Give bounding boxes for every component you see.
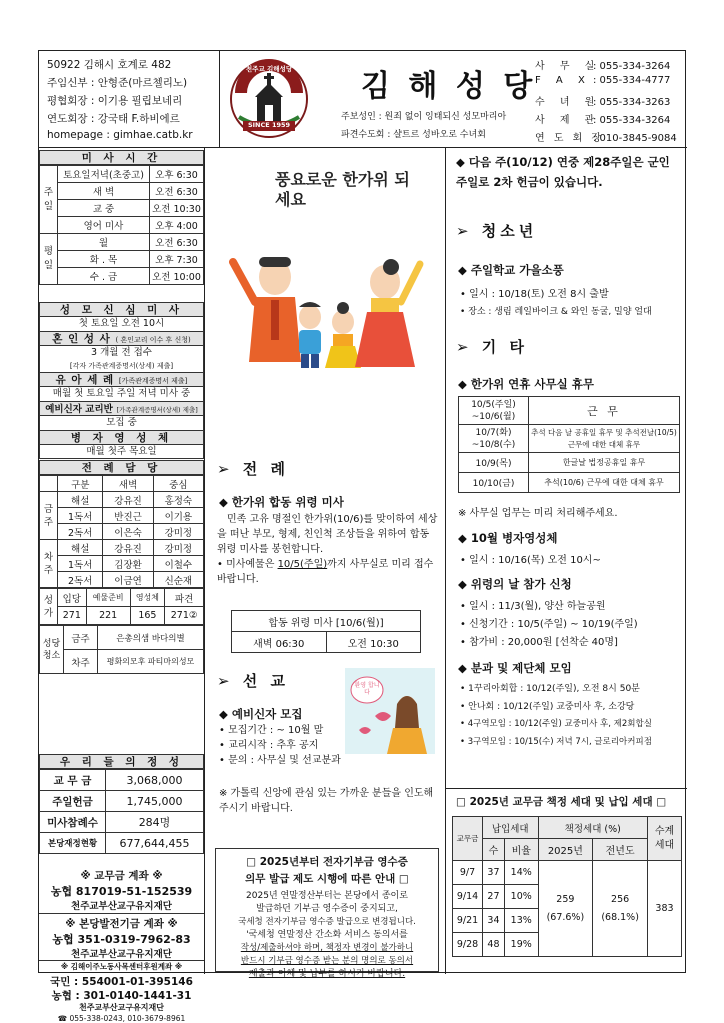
mass-times-title: 미 사 시 간 <box>39 150 204 165</box>
left-column <box>39 148 204 1023</box>
homepage: homepage : gimhae.catb.kr <box>47 129 193 141</box>
catechumen-recruit-title: ◆ 예비신자 모집 <box>219 707 303 721</box>
memorial-day-fee: • 참가비 : 20,000원 [선착순 40명] <box>460 637 618 648</box>
donation-receipt-notice: □ 2025년부터 전자기부금 영수증 의무 발급 제도 시행에 따른 안내 □ 2025년 연말정산부터는 본당에서 종이로 발급하던 기부금 영수증이 중지되고, 국세청 전자기부금 영수증 발급으로 변경됩니다. '국세청 연말정산 간소화 서비스 동의서를 작성/제출하셔야 하며, 책정자 변경이 불가하니 반드시 기부금 영수증 받는 분의 명의로 동의서 제출과 이체 및 납부를 하시기 바랍니다. <box>215 848 439 972</box>
memorial-day-date: • 일시 : 11/3(월), 양산 하늘공원 <box>460 601 606 612</box>
parish-title: 김 해 성 당 <box>361 69 537 104</box>
catechumen-note: ※ 가톨릭 신앙에 관심 있는 가까운 분들을 인도해 주시기 바랍니다. <box>219 788 434 814</box>
memorial-day-title: ◆ 위령의 날 참가 신청 <box>458 577 572 591</box>
welcome-bubble: 환영 합니다 <box>354 682 380 696</box>
infant-baptism: 유 아 세 례 [가족관계증명서 제출] 매월 첫 토요일 주일 저녁 미사 중 <box>39 372 204 401</box>
contact-fax: F A X : 055-334-4777 <box>535 75 671 86</box>
catechumen-start: • 교리시작 : 추후 공지 <box>219 740 319 751</box>
chuseok-illustration <box>215 152 435 372</box>
meeting-anna: • 안나회 : 10/12(주일) 교중미사 후, 소강당 <box>460 702 635 712</box>
patron-saint: 주보성인 : 원죄 없이 잉태되신 성모마리아 <box>341 112 507 122</box>
mass-times-table: 주일 토요일저녁(초중고) 오후 6:30 새 벽 오전 6:30 교 중 오전 10:30 영어 미사 오후 4:00 평일 월 오전 6:30 화 . 목 오후 7:30 수 . 금 오전 10:00 <box>39 165 204 285</box>
address: 50922 김해시 호계로 482 <box>47 59 172 71</box>
sick-communion: 병 자 영 성 체 매월 첫주 목요일 <box>39 430 204 459</box>
picnic-title: ◆ 주일학교 가을소풍 <box>458 263 564 277</box>
dues-title: □ 2025년 교무금 책정 세대 및 납입 세대 □ <box>456 796 667 808</box>
cleaning-table: 성당청소 금주 은총의샘 바다의별 차주 평화의모후 파티마의성모 <box>39 625 204 674</box>
church-seal-logo <box>229 59 309 139</box>
holiday-office-title: ◆ 한가위 연휴 사무실 휴무 <box>458 377 594 391</box>
marian-mass: 성 모 신 심 미 사 첫 토요일 오전 10시 <box>39 302 204 331</box>
pastor: 주임신부 : 안형준(마르첼리노) <box>47 77 188 89</box>
mission-heading: ➢ 선 교 <box>217 672 289 690</box>
contact-rectory: 사 제 관: 055-334-3264 <box>535 115 671 126</box>
memorial-mass-note: • 미사예물은 10/5(주일)까지 사무실로 미리 접수 바랍니다. <box>217 559 434 585</box>
memorial-day-period: • 신청기간 : 10/5(주일) ~ 10/19(주일) <box>460 619 638 630</box>
picnic-place: • 장소 : 생림 레일바이크 & 와인 동굴, 밀양 얼대 <box>460 307 652 317</box>
holiday-note: ※ 사무실 업무는 미리 처리해주세요. <box>458 508 618 519</box>
memorial-mass-desc: 민족 고유 명절인 한가위(10/6)를 맞이하여 세상을 떠난 부모, 형제, 친인척 조상들을 위하여 합동 위령 미사를 봉헌합니다. <box>217 514 438 555</box>
header-contacts <box>527 51 687 147</box>
meetings-title: ◆ 분과 및 제단체 모임 <box>458 661 572 675</box>
sick-communion-title: ◆ 10월 병자영성체 <box>458 531 558 545</box>
holiday-office-table: 10/5(주일) ~10/6(월) 근 무 10/7(화) ~10/8(수) 추석 다음 날 공휴일 휴무 및 추석전날(10/5) 근무에 대한 대체 휴무 10/9(목) 한글날 법정공휴일 휴무 10/10(금) 추석(10/6) 근무에 대한 대체 휴무 <box>458 396 680 493</box>
hymn-table: 성가 입당 예물준비 영성체 파견 271 221 165 271② <box>39 588 204 625</box>
right-column <box>446 148 687 974</box>
picnic-date: • 일시 : 10/18(토) 오전 8시 출발 <box>460 289 609 300</box>
meeting-zone4: • 4구역모임 : 10/12(주일) 교중미사 후, 제2회합실 <box>460 719 652 729</box>
bulletin-page <box>38 50 686 1023</box>
offerings: 우 리 들 의 정 성 교 무 금 3,068,000 주일헌금 1,745,000 미사참례수 284명 본당재정현황 677,644,455 <box>39 754 204 854</box>
memorial-mass-title: ◆ 한가위 합동 위령 미사 <box>219 495 344 509</box>
contact-federation: 연 도 회 장: 010-3845-9084 <box>535 133 677 144</box>
liturgy-duty-table: 구분 새벽 중심 금주 해설 강유진 홍정숙 1독서 반진근 이기용 2독서 이은숙 강미정 차주 해설 강유진 강미정 1독서 김장환 이철수 2독서 이금연 신순재 <box>39 475 204 588</box>
greeting-text: 풍요로운 한가위 되세요 <box>275 170 410 209</box>
contact-office: 사 무 실: 055-334-3264 <box>535 61 671 72</box>
catechumen-contact: • 문의 : 사무실 및 선교분과 <box>219 755 341 766</box>
contact-convent: 수 녀 원: 055-334-3263 <box>535 97 671 108</box>
catechumen-period: • 모집기간 : ~ 10월 말 <box>219 725 324 736</box>
meeting-zone3: • 3구역모임 : 10/15(수) 저녁 7시, 글로리아커피점 <box>460 737 652 747</box>
meeting-curia: • 1꾸리아회합 : 10/12(주일), 오전 8시 50분 <box>460 684 640 694</box>
religious-order: 파견수도회 : 샬트르 성바오로 수녀회 <box>341 130 486 140</box>
sick-communion-date: • 일시 : 10/16(목) 오전 10시~ <box>460 555 601 566</box>
header-info <box>39 51 219 147</box>
seal-top-text: 천주교 김해성당 <box>245 65 293 73</box>
dues-table: 교무금 납입세대 책정세대 (%) 수계 세대 수 비율 2025년 전년도 9/7 37 14% 259 (67.6%) 256 (68.1%) 383 9/14 27 10% 9/21 34 13% 9/28 48 19% <box>452 816 682 957</box>
middle-column <box>205 148 445 979</box>
council-president: 평협회장 : 이기용 필립보네리 <box>47 95 183 107</box>
header-title-area <box>221 51 537 147</box>
welcome-illustration <box>345 668 435 754</box>
catechumen-class: 예비신자 교리반 [가족관계증명서(상세) 제출] 모집 중 <box>39 401 204 430</box>
youth-heading: ➢ 청소년 <box>456 222 538 240</box>
etc-heading: ➢ 기 타 <box>456 338 528 356</box>
military-sunday-notice: ◆ 다음 주(10/12) 연중 제28주일은 군인 주일로 2차 헌금이 있습니다. <box>456 155 670 189</box>
mass-times <box>39 150 204 285</box>
federation-president: 연도회장 : 강국태 F.하비에르 <box>47 113 180 125</box>
bank-accounts: ※ 교무금 계좌 ※ 농협 817019-51-152539 천주교부산교구유지재단 ※ 본당발전기금 계좌 ※ 농협 351-0319-7962-83 천주교부산교구유지재단 ※ 김해이주노동사목센터후원계좌 ※ 국민 : 554001-01-395146 농협 : 301-0140-1441-31 천주교부산교구유지재단 ☎ 055-338-0243, 010-3679-8961 <box>39 868 204 1023</box>
marriage: 혼 인 성 사 ( 혼인교리 이수 후 신청) 3 개월 전 접수 [각자 가족관계증명서(상세) 제출] <box>39 331 204 372</box>
offerings-table: 교 무 금 3,068,000 주일헌금 1,745,000 미사참례수 284명 본당재정현황 677,644,455 <box>39 769 204 854</box>
liturgy-duty: 전 례 담 당 구분 새벽 중심 금주 해설 강유진 홍정숙 1독서 반진근 이기용 2독서 이은숙 강미정 차주 해설 강유진 강미정 1독서 김장환 이철수 2독서 이금연 신순재 성가 입당 예물준비 영성체 파견 271 221 165 271② 성당청소 금주 은총의샘 바다의별 차주 평화의모후 파티마의성모 <box>39 460 204 674</box>
seal-bottom-text: SINCE 1959 <box>247 121 291 129</box>
liturgy-heading: ➢ 전 례 <box>217 460 289 478</box>
memorial-mass-table: 합동 위령 미사 [10/6(월)] 새벽 06:30 오전 10:30 <box>231 610 421 653</box>
